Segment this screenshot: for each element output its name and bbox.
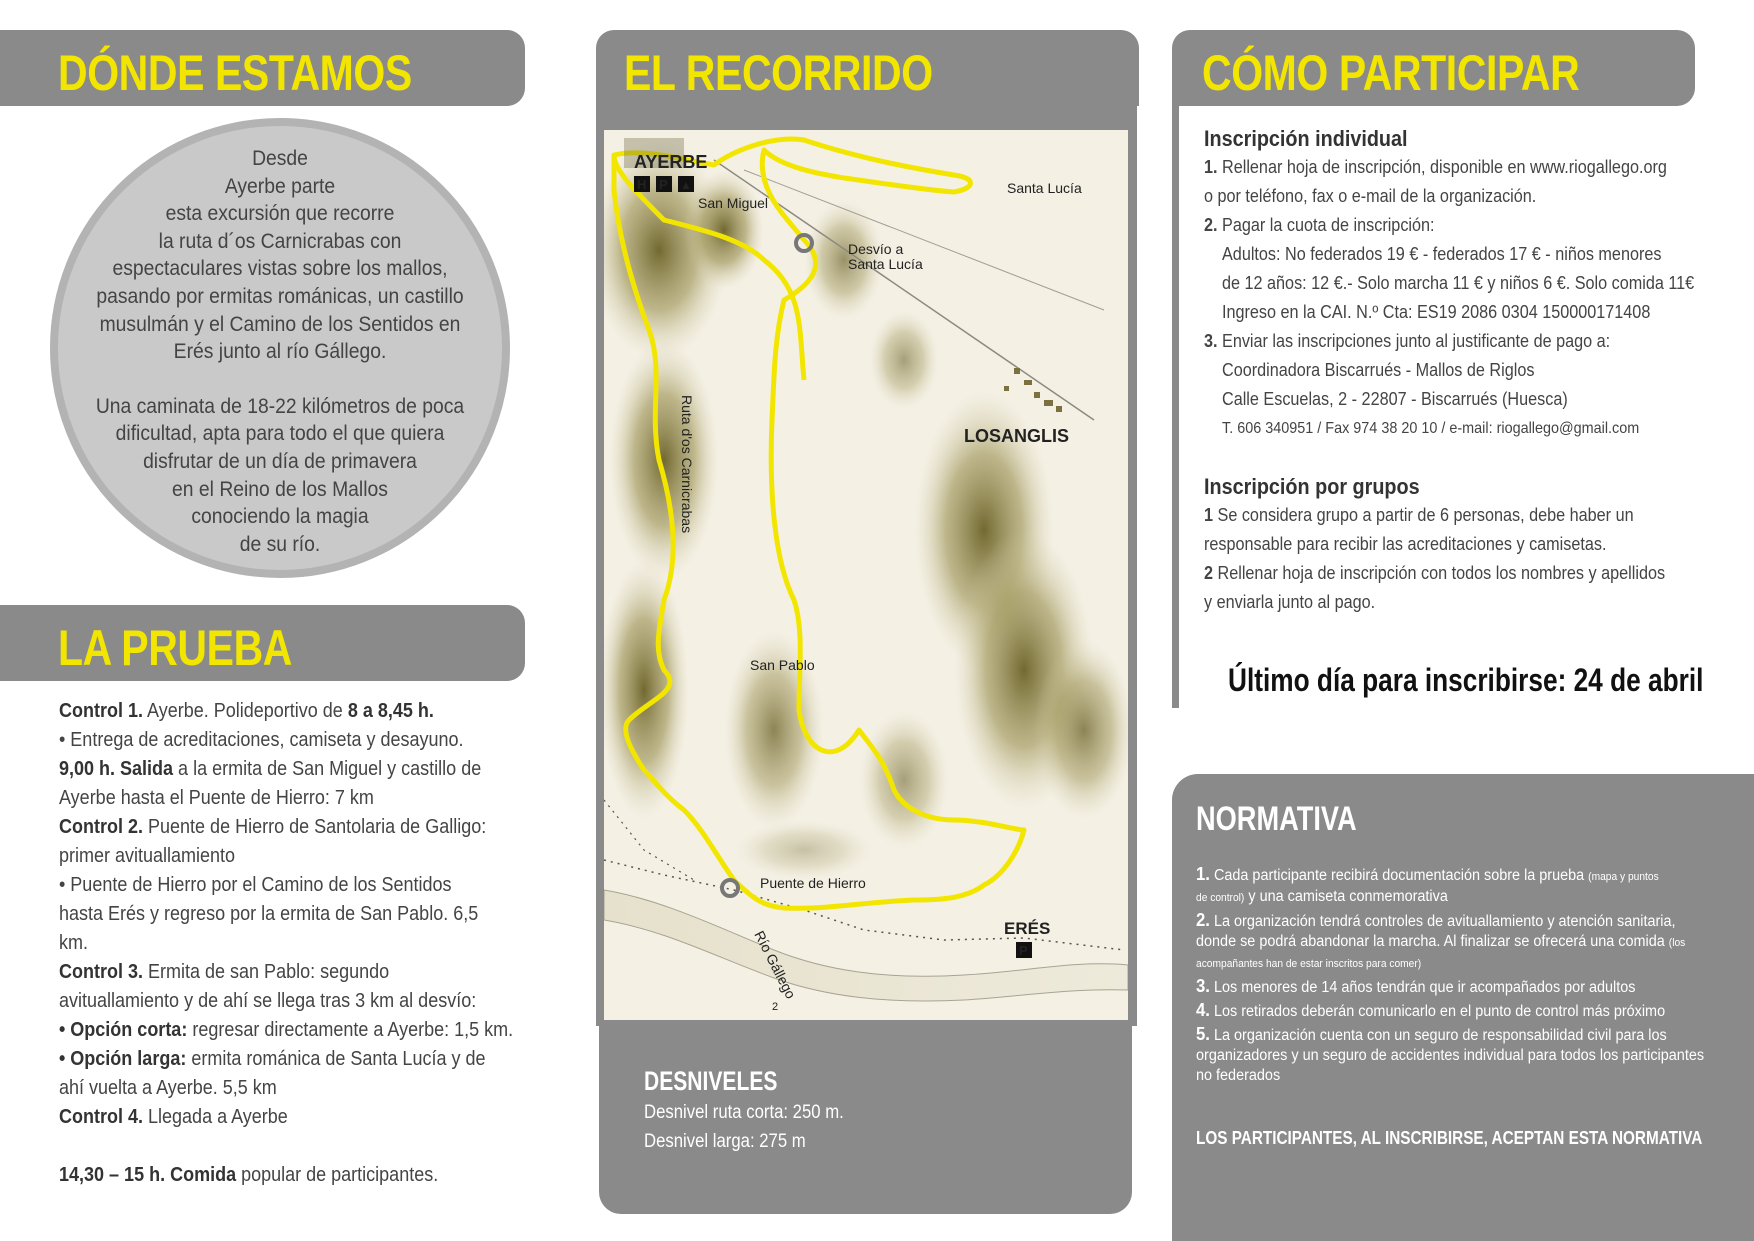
desniveles-title: DESNIVELES — [644, 1066, 778, 1096]
ind-step-3b: Calle Escuelas, 2 - 22807 - Biscarrués (Huesca) — [1222, 389, 1568, 409]
step-number: 1. — [1204, 157, 1218, 177]
control-4 — [59, 1103, 491, 1132]
salida — [59, 755, 491, 784]
step-text: Rellenar hoja de inscripción, disponible en www.riogallego.org — [1217, 157, 1667, 177]
intro-line: disfrutar de un día de primavera — [143, 449, 417, 473]
ind-step-1b: o por teléfono, fax o e-mail de la organización. — [1204, 186, 1537, 206]
opcion-larga-line2: ahí vuelta a Ayerbe. 5,5 km — [59, 1077, 277, 1099]
map-label-san-pablo: San Pablo — [750, 657, 815, 673]
ind-step-2a: Adultos: No federados 19 € - federados 17 € - niños menores — [1222, 244, 1662, 264]
map-label-eres: ERÉS — [1004, 919, 1051, 938]
parking-icon: P — [659, 177, 668, 192]
map-label-ruta: Ruta d'os Carnicrabas — [679, 395, 695, 534]
normativa-item-1 — [1196, 864, 1717, 908]
como-participar-text — [1204, 124, 1695, 617]
control-time: 8 a 8,45 h. — [347, 700, 434, 722]
intro-text — [87, 145, 473, 585]
step-number: 2. — [1204, 215, 1218, 235]
map-label-rio: Río Gállego — [751, 928, 800, 1002]
intro-line: dificultad, apta para todo el que quiera — [115, 422, 445, 446]
map-label-puente: Puente de Hierro — [760, 875, 866, 891]
map-label-desvio-2: Santa Lucía — [848, 256, 923, 272]
item-number: 2. — [1196, 910, 1210, 930]
intro-line: conociendo la magia — [191, 505, 369, 529]
normativa-item-5 — [1196, 1024, 1717, 1086]
intro-line: la ruta d´os Carnicrabas con — [158, 229, 402, 253]
bullet: • Puente de Hierro por el Camino de los Sentidos — [59, 874, 452, 896]
normativa-title: NORMATIVA — [1196, 800, 1357, 838]
option-text: ermita románica de Santa Lucía y de — [186, 1048, 486, 1070]
step-text: Rellenar hoja de inscripción con todos los nombres y apellidos — [1213, 563, 1666, 583]
step-number: 3. — [1204, 331, 1218, 351]
map-label-ayerbe: AYERBE — [634, 152, 708, 172]
ind-step-3a: Coordinadora Biscarrués - Mallos de Riglos — [1222, 360, 1535, 380]
normativa-footer: LOS PARTICIPANTES, AL INSCRIBIRSE, ACEPTAN ESTA NORMATIVA — [1196, 1128, 1703, 1148]
normativa-list — [1196, 864, 1717, 1088]
header-la-prueba — [0, 605, 525, 681]
grp-step-1 — [1204, 501, 1672, 530]
item-number: 3. — [1196, 976, 1210, 996]
ind-step-3 — [1204, 327, 1672, 356]
option-text: regresar directamente a Ayerbe: 1,5 km. — [187, 1019, 514, 1041]
intro-line: Erés junto al río Gállego. — [173, 340, 387, 364]
item-text: Los retirados deberán comunicarlo en el punto de control más próximo — [1209, 1003, 1666, 1020]
item-text: y una camiseta conmemorativa — [1244, 888, 1448, 905]
control-text: Ermita de san Pablo: segundo — [143, 961, 390, 983]
control-text: Llegada a Ayerbe — [143, 1106, 288, 1128]
ind-step-2 — [1204, 211, 1672, 240]
header-donde-estamos — [0, 30, 525, 106]
bullet: • Entrega de acreditaciones, camiseta y desayuno. — [59, 729, 464, 751]
intro-line: de su río. — [239, 532, 321, 556]
item-text: La organización tendrá controles de avituallamiento y atención sanitaria, donde se podrá abandonar la marcha. Al finalizar se ofrecerá una comida — [1196, 913, 1676, 950]
control-2-line2: primer avituallamiento — [59, 845, 236, 867]
intro-line: espectaculares vistas sobre los mallos, — [112, 257, 448, 281]
header-title: LA PRUEBA — [58, 620, 292, 676]
ayerbe-icons — [634, 176, 694, 192]
item-note: de control) — [1196, 892, 1245, 904]
control-1 — [59, 697, 491, 726]
header-title: DÓNDE ESTAMOS — [58, 45, 412, 101]
option-label: • Opción larga: — [59, 1048, 187, 1070]
control-label: Control 1. — [59, 700, 144, 722]
map-label-desvio-1: Desvío a — [848, 241, 904, 257]
comida-text: popular de participantes. — [236, 1164, 439, 1186]
salida-time: 9,00 h. Salida — [59, 758, 174, 780]
map-label-road-number: 2 — [772, 1001, 779, 1013]
map-label-santa-lucia: Santa Lucía — [1007, 180, 1082, 196]
intro-line: Una caminata de 18-22 kilómetros de poca — [95, 394, 465, 418]
hotel-icon: H — [637, 177, 647, 192]
como-side-bar — [1172, 100, 1179, 708]
step-text: Enviar las inscripciones junto al justificante de pago a: — [1217, 331, 1611, 351]
desnivel-corta: Desnivel ruta corta: 250 m. — [644, 1102, 844, 1123]
intro-line: esta excursión que recorre — [165, 202, 395, 226]
step-text: Se considera grupo a partir de 6 personas, debe haber un — [1213, 505, 1634, 525]
prueba-text — [59, 697, 514, 1190]
control-label: Control 3. — [59, 961, 144, 983]
item-number: 1. — [1196, 864, 1210, 884]
map-label-san-miguel: San Miguel — [698, 195, 769, 211]
desnivel-larga: Desnivel larga: 275 m — [644, 1131, 806, 1152]
step-number: 2 — [1204, 563, 1214, 583]
control-3-line2: avituallamiento y de ahí se llega tras 3 km al desvío: — [59, 990, 477, 1012]
header-title: CÓMO PARTICIPAR — [1202, 45, 1580, 101]
grp-step-1b: responsable para recibir las acreditaciones y camisetas. — [1204, 534, 1607, 554]
header-title: EL RECORRIDO — [624, 45, 933, 101]
control-3 — [59, 958, 491, 987]
normativa-item-4 — [1196, 1000, 1717, 1022]
intro-line: musulmán y el Camino de los Sentidos en — [99, 312, 461, 336]
item-note: (los acompañantes han de estar inscritos para comer) — [1196, 937, 1686, 970]
ind-step-3c: T. 606 340951 / Fax 974 38 20 10 / e-mail: riogallego@gmail.com — [1222, 420, 1640, 437]
ind-step-2b: de 12 años: 12 €.- Solo marcha 11 € y niños 6 €. Solo comida 11€ — [1222, 273, 1695, 293]
control-text: Ayerbe. Polideportivo de — [143, 700, 348, 722]
intro-line: pasando por ermitas románicas, un castillo — [96, 284, 464, 308]
control-2 — [59, 813, 491, 842]
map-label-losanglis: LOSANGLIS — [964, 426, 1070, 446]
step-text: Pagar la cuota de inscripción: — [1217, 215, 1435, 235]
normativa-item-2 — [1196, 910, 1717, 974]
item-number: 5. — [1196, 1024, 1210, 1044]
item-text: Los menores de 14 años tendrán que ir acompañados por adultos — [1209, 979, 1636, 996]
step-number: 1 — [1204, 505, 1214, 525]
inscripcion-individual-title: Inscripción individual — [1204, 126, 1408, 151]
item-number: 4. — [1196, 1000, 1210, 1020]
item-note: (mapa y puntos — [1588, 871, 1659, 883]
grp-step-2 — [1204, 559, 1672, 588]
inscripcion-grupos-title: Inscripción por grupos — [1204, 474, 1420, 499]
normativa-item-3 — [1196, 976, 1717, 998]
bullet-line: km. — [59, 932, 88, 954]
control-text: Puente de Hierro de Santolaria de Galligo: — [143, 816, 487, 838]
salida-line2: Ayerbe hasta el Puente de Hierro: 7 km — [59, 787, 374, 809]
option-label: • Opción corta: — [59, 1019, 188, 1041]
comida-time: 14,30 – 15 h. Comida — [59, 1164, 237, 1186]
grp-step-2b: y enviarla junto al pago. — [1204, 592, 1376, 612]
header-el-recorrido — [596, 30, 1139, 106]
control-label: Control 4. — [59, 1106, 144, 1128]
intro-line: Ayerbe parte — [224, 174, 336, 198]
opcion-larga — [59, 1045, 491, 1074]
ind-step-1 — [1204, 153, 1672, 182]
ind-step-2c: Ingreso en la CAI. N.º Cta: ES19 2086 0304 150000171408 — [1222, 302, 1651, 322]
header-como-participar — [1172, 30, 1695, 106]
item-text: Cada participante recibirá documentación sobre la prueba — [1209, 867, 1589, 884]
bullet-line: hasta Erés y regreso por la ermita de San Pablo. 6,5 — [59, 903, 479, 925]
intro-line: en el Reino de los Mallos — [172, 477, 388, 501]
comida — [59, 1161, 491, 1190]
control-label: Control 2. — [59, 816, 144, 838]
item-text: La organización cuenta con un seguro de responsabilidad civil para los organizadores y un seguro de accidentes individual para todos los participantes no federados — [1196, 1027, 1705, 1084]
route-map — [604, 130, 1128, 1020]
opcion-corta — [59, 1016, 514, 1045]
intro-line: Desde — [252, 147, 308, 170]
eres-parking-letter: P — [1019, 943, 1028, 958]
salida-text: a la ermita de San Miguel y castillo de — [173, 758, 482, 780]
deadline-text: Último día para inscribirse: 24 de abril — [1228, 662, 1704, 698]
camping-icon: ▲ — [680, 178, 692, 192]
